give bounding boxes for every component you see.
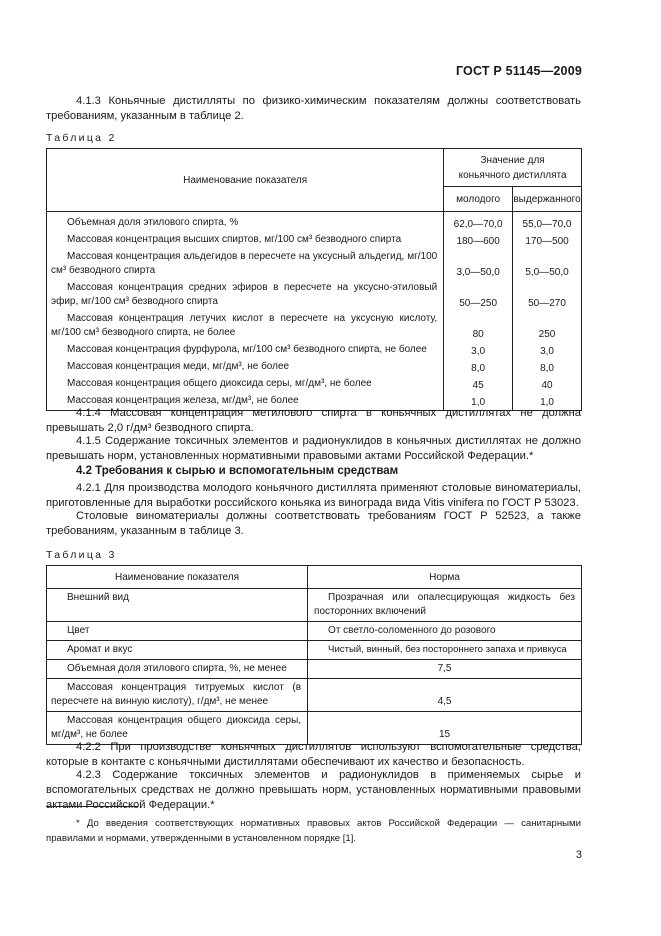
table-cell-aged: 3,0	[513, 342, 582, 359]
footnote: * До введения соответствующих нормативных правовых актов Российской Федерации — санитарными правилами и нормами, утвержденными в установленном порядке [1].	[46, 818, 581, 844]
table-row	[47, 359, 582, 376]
table-cell-name: Внешний вид	[47, 589, 308, 622]
table-row	[47, 589, 582, 622]
table-2-header-value: Значение для коньячного дистиллята	[444, 149, 582, 187]
table-cell-young: 180—600	[444, 232, 513, 249]
page-number: 3	[575, 849, 582, 861]
table-2	[46, 148, 582, 411]
table-row	[47, 311, 582, 342]
table-3-header-name: Наименование показателя	[47, 566, 308, 589]
table-cell-aged: 5,0—50,0	[513, 249, 582, 280]
table-cell-name: Массовая концентрация средних эфиров в пересчете на уксусно-этиловый эфир, мг/100 см³ безводного спирта	[47, 280, 444, 311]
table-cell-aged: 1,0	[513, 393, 582, 411]
table-2-caption: Таблица 2	[46, 132, 117, 144]
table-cell-name: Массовая концентрация титруемых кислот (в пересчете на винную кислоту), г/дм³, не менее	[47, 679, 308, 712]
table-row	[47, 280, 582, 311]
table-row	[47, 212, 582, 233]
table-cell-name: Цвет	[47, 622, 308, 641]
paragraph-4-2-1: 4.2.1 Для производства молодого коньячного дистиллята применяют столовые виноматериалы, приготовленные для выработки российского коньяка из винограда вида Vitis vinifera по ГОСТ Р 53023.	[46, 482, 581, 509]
table-cell-aged: 8,0	[513, 359, 582, 376]
table-row	[47, 232, 582, 249]
table-cell-name: Массовая концентрация железа, мг/дм³, не более	[47, 393, 444, 411]
table-cell-name: Объемная доля этилового спирта, %, не менее	[47, 660, 308, 679]
table-cell-name: Массовая концентрация летучих кислот в пересчете на уксусную кислоту, мг/100 см³ безводного спирта, не более	[47, 311, 444, 342]
paragraph-4-2-3: 4.2.3 Содержание токсичных элементов и радионуклидов в применяемых сырье и вспомогательных средствах не должно превышать норм, установленных нормативными правовыми актами Российской Федерации.*	[46, 769, 581, 811]
table-cell-aged: 250	[513, 311, 582, 342]
table-cell-name: Массовая концентрация меди, мг/дм³, не более	[47, 359, 444, 376]
paragraph-4-1-5: 4.1.5 Содержание токсичных элементов и радионуклидов в коньячных дистиллятах не должно превышать норм, установленных нормативными правовыми актами Российской Федерации.*	[46, 435, 581, 462]
table-cell-young: 62,0—70,0	[444, 212, 513, 233]
table-2-header-young: молодого	[444, 187, 513, 212]
table-cell-aged: 50—270	[513, 280, 582, 311]
table-cell-name: Массовая концентрация общего диоксида серы, мг/дм³, не более	[47, 712, 308, 745]
section-heading-4-2: 4.2 Требования к сырью и вспомогательным средствам	[76, 465, 399, 477]
table-3-header-norm: Норма	[308, 566, 582, 589]
table-cell-name: Массовая концентрация альдегидов в пересчете на уксусный альдегид, мг/100 см³ безводного спирта	[47, 249, 444, 280]
table-cell-name: Массовая концентрация общего диоксида серы, мг/дм³, не более	[47, 376, 444, 393]
table-cell-young: 1,0	[444, 393, 513, 411]
table-cell-name: Объемная доля этилового спирта, %	[47, 212, 444, 233]
table-2-header-name: Наименование показателя	[47, 149, 444, 212]
table-cell-young: 80	[444, 311, 513, 342]
table-cell-name: Массовая концентрация высших спиртов, мг/100 см³ безводного спирта	[47, 232, 444, 249]
paragraph-4-2-1-continued: Столовые виноматериалы должны соответствовать требованиям ГОСТ Р 52523, а также требованиям, указанным в таблице 3.	[46, 510, 581, 537]
paragraph-4-1-3: 4.1.3 Коньячные дистилляты по физико-химическим показателям должны соответствовать требованиям, указанным в таблице 2.	[46, 95, 581, 122]
table-row	[47, 376, 582, 393]
table-cell-norm: От светло-соломенного до розового	[308, 622, 582, 641]
table-row	[47, 342, 582, 359]
table-cell-name: Аромат и вкус	[47, 641, 308, 660]
table-cell-young: 45	[444, 376, 513, 393]
footnote-divider	[46, 806, 138, 807]
table-row	[47, 622, 582, 641]
table-cell-young: 50—250	[444, 280, 513, 311]
document-header-id: ГОСТ Р 51145—2009	[455, 64, 582, 78]
table-cell-norm: 15	[308, 712, 582, 745]
table-cell-aged: 55,0—70,0	[513, 212, 582, 233]
table-cell-young: 3,0	[444, 342, 513, 359]
table-cell-norm: Чистый, винный, без постороннего запаха и привкуса	[308, 641, 582, 660]
paragraph-4-2-2: 4.2.2 При производстве коньячных дистиллятов используют вспомогательные средства, которые в контакте с коньячными дистиллятами обеспечивают их качество и безопасность.	[46, 741, 581, 768]
table-2-header-aged: выдержанного	[513, 187, 582, 212]
table-row	[47, 679, 582, 712]
table-cell-aged: 40	[513, 376, 582, 393]
table-3	[46, 565, 582, 745]
table-3-caption: Таблица 3	[46, 549, 117, 561]
table-cell-norm: Прозрачная или опалесцирующая жидкость без посторонних включений	[308, 589, 582, 622]
paragraph-4-1-4: 4.1.4 Массовая концентрация метилового спирта в коньячных дистиллятах не должна превышать 2,0 г/дм³ безводного спирта.	[46, 407, 581, 434]
table-cell-aged: 170—500	[513, 232, 582, 249]
table-cell-young: 8,0	[444, 359, 513, 376]
table-row	[47, 641, 582, 660]
table-row	[47, 249, 582, 280]
table-row	[47, 660, 582, 679]
table-cell-name: Массовая концентрация фурфурола, мг/100 см³ безводного спирта, не более	[47, 342, 444, 359]
table-cell-young: 3,0—50,0	[444, 249, 513, 280]
table-cell-norm: 4,5	[308, 679, 582, 712]
table-cell-norm: 7,5	[308, 660, 582, 679]
